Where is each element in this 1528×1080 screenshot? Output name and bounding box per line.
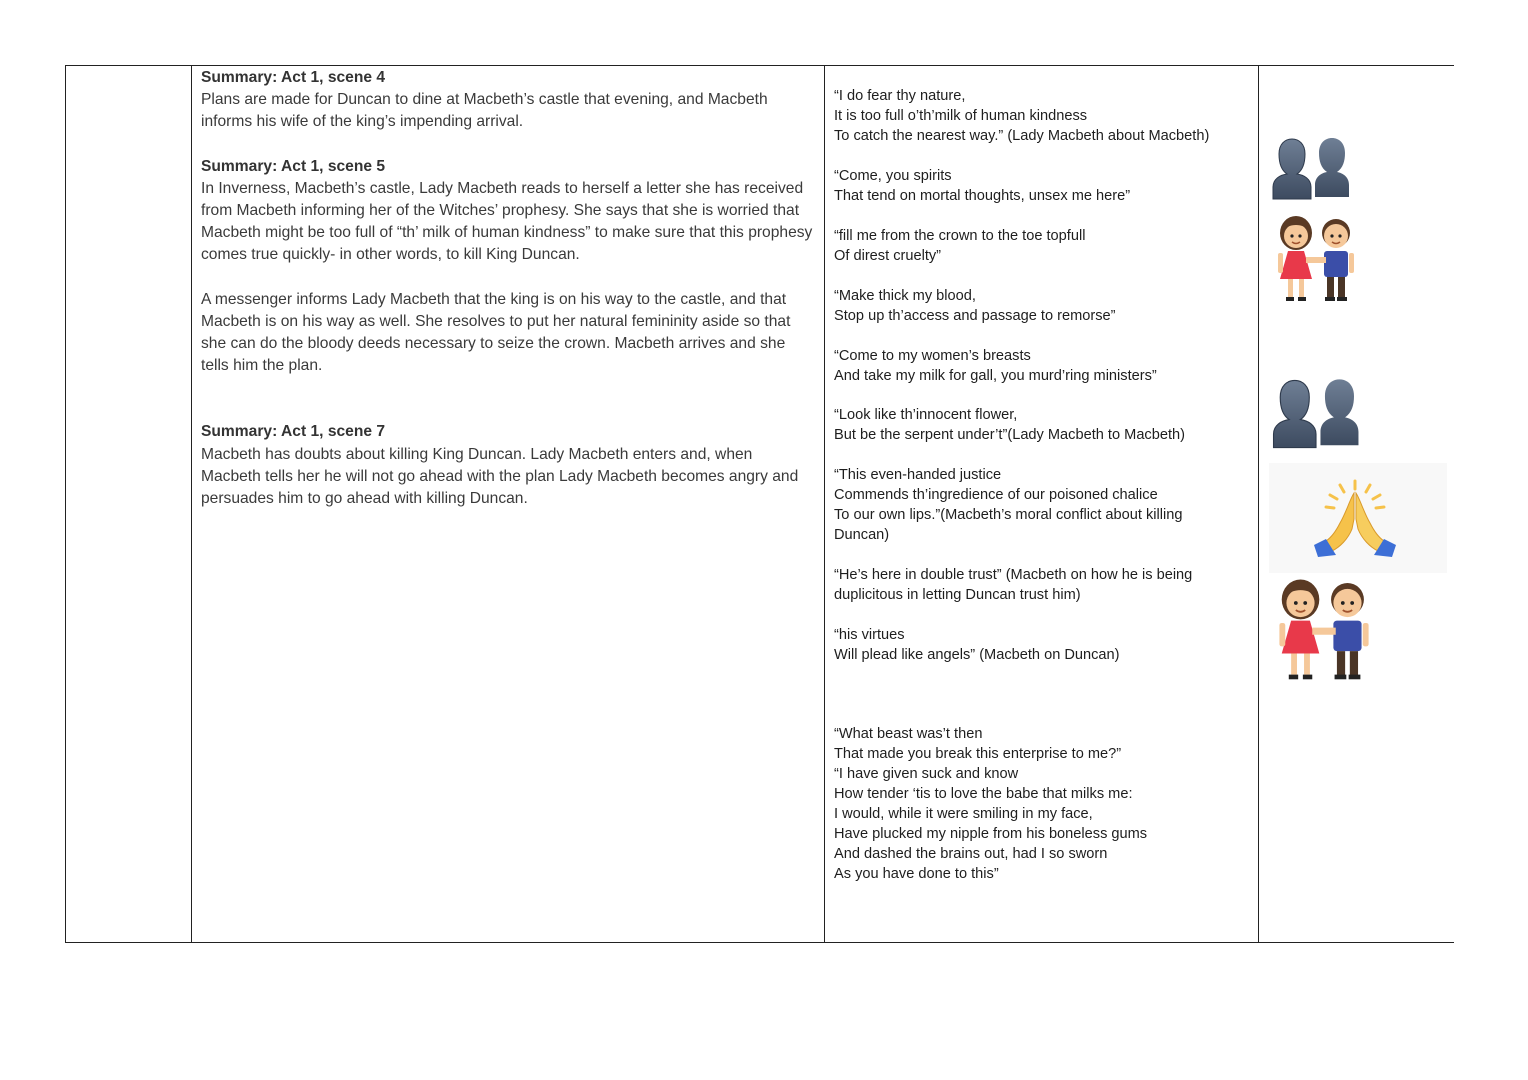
summary-column [201,67,816,510]
busts-in-silhouette-icon [1271,376,1361,452]
couple-holding-hands-icon [1272,576,1376,684]
summary-paragraph: Plans are made for Duncan to dine at Macbeth’s castle that evening, and Macbeth informs his wife of the king’s impending arrival. [201,91,768,131]
quote-item: “fill me from the crown to the toe topfull Of direst cruelty” [834,228,1086,264]
summary-block-scene-7 [201,421,816,510]
quote-item: “his virtues Will plead like angels” (Macbeth on Duncan) [834,627,1120,663]
summary-block-scene-4 [201,67,816,134]
quote-item: “What beast was’t then That made you break this enterprise to me?” “I have given suck and know How tender ‘tis to love the babe that milks me: I would, while it were smiling in my face, Have plucked my nipple from his boneless gums And dashed the brains out, had I so sworn As you have done to this” [834,726,1148,882]
summary-paragraph: Macbeth has doubts about killing King Duncan. Lady Macbeth enters and, when Macbeth tells her he will not go ahead with the plan Lady Macbeth becomes angry and persuades him to go ahead with killing Duncan. [201,445,799,508]
quote-item: “Look like th’innocent flower, But be the serpent under’t”(Lady Macbeth to Macbeth) [834,407,1185,443]
busts-in-silhouette-icon [1271,135,1351,203]
praying-hands-icon [1310,479,1400,559]
summary-heading: Summary: Act 1, scene 4 [201,69,386,86]
quote-item: “This even-handed justice Commends th’ingredience of our poisoned chalice To our own lips.”(Macbeth’s moral conflict about killing Duncan) [834,467,1183,543]
quote-item: “Come to my women’s breasts And take my milk for gall, you murd’ring ministers” [834,348,1157,384]
quote-item: “I do fear thy nature, It is too full o’th’milk of human kindness To catch the nearest way.” (Lady Macbeth about Macbeth) [834,88,1210,144]
column-divider-1 [191,65,192,943]
quote-item: “Come, you spirits That tend on mortal thoughts, unsex me here” [834,168,1131,204]
summary-paragraph: In Inverness, Macbeth’s castle, Lady Macbeth reads to herself a letter she has received from Macbeth informing her of the Witches’ prophesy. She says that she is worried that Macbeth might be too full of “th’ milk of human kindness” to make sure that this prophesy comes true quickly- in other words, to kill King Duncan. [201,179,813,264]
column-divider-2 [824,65,825,943]
summary-paragraph: A messenger informs Lady Macbeth that the king is on his way to the castle, and that Macbeth is on his way as well. She resolves to put her natural femininity aside so that she can do the bloody deeds necessary to seize the crown. Macbeth arrives and she tells him the plan. [201,290,791,375]
column-divider-3 [1258,65,1259,943]
quote-item: “Make thick my blood, Stop up th’access and passage to remorse” [834,288,1116,324]
summary-heading: Summary: Act 1, scene 7 [201,423,386,441]
couple-holding-hands-icon [1272,213,1360,305]
summary-block-scene-5 [201,156,816,378]
quote-item: “He’s here in double trust” (Macbeth on how he is being duplicitous in letting Duncan trust him) [834,567,1193,603]
summary-heading: Summary: Act 1, scene 5 [201,157,386,175]
